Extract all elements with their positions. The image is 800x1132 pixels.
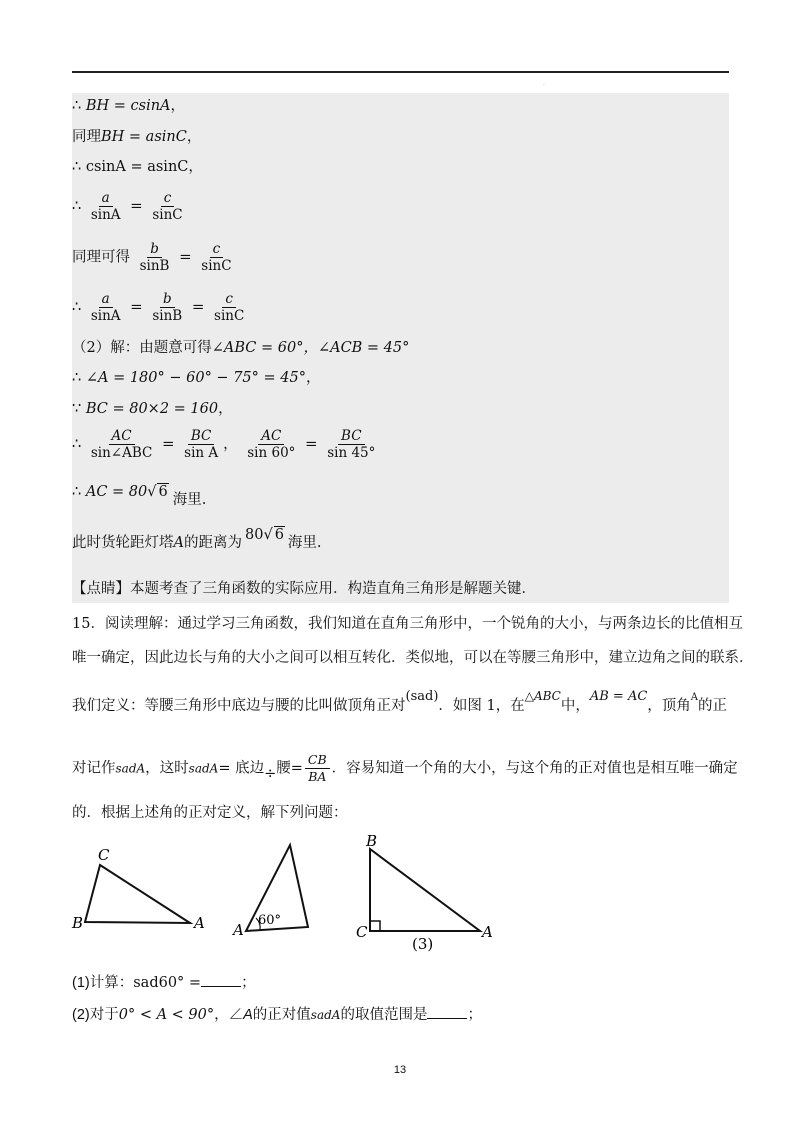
- fig3-caption: (3): [412, 935, 434, 953]
- problem-para-4: 对记作sadA，这时sadA= 底边÷腰= $\frac{CB}{BA}$ ．容易知道一个角的大小，与这个角的正对值也是相互唯一确定: [72, 752, 738, 784]
- header-rule: [72, 71, 729, 73]
- fig2-angle-label: 60°: [258, 913, 282, 928]
- fig1-label-C: C: [98, 846, 110, 864]
- figure-1: [71, 846, 205, 932]
- solution-line-4: ∴ $\frac{a}{\sin A}$ = $\frac{c}{\sin C}$: [72, 190, 188, 223]
- figure-2: [231, 845, 308, 939]
- problem-para-2: 唯一确定，因此边长与角的大小之间可以相互转化．类似地，可以在等腰三角形中，建立边角之间的联系．: [72, 650, 754, 666]
- solution-line-10: ∴ $\frac{AC}{\text{sin∠ABC}}$ = $\frac{BC}{\text{sin A}}$ ， $\frac{AC}{\sin 60^\circ}$ = $\frac{BC}{\sin 45^\circ}$: [72, 428, 380, 461]
- fraction: $\frac{c}{\sin C}$: [152, 190, 183, 223]
- fig3-label-A: A: [482, 923, 493, 941]
- solution-line-3: ∴ csinA = asinC，: [72, 159, 203, 175]
- fraction: $\frac{b}{\sin B}$: [139, 241, 170, 274]
- fraction: $\frac{a}{\sin A}$: [90, 190, 121, 223]
- solution-line-11: ∴ AC = 80√ 6 海里.: [72, 484, 207, 508]
- question-2: (2)对于0° < A < 90°，∠A的正对值sadA的取值范围是 ；: [72, 1003, 482, 1024]
- page-number: 13: [393, 1064, 407, 1076]
- fig1-label-B: B: [72, 914, 84, 932]
- key-insight: 【点睛】本题考查了三角函数的实际应用．构造直角三角形是解题关键．: [72, 581, 536, 597]
- solution-line-1: ∴ BH = csinA，: [72, 98, 186, 114]
- solution-line-8: ∴ ∠A = 180° − 60° − 75° = 45°，: [72, 370, 321, 386]
- fraction: $\frac{AC}{\sin 60^\circ}$: [247, 428, 296, 461]
- fraction: $\frac{a}{\sin A}$: [90, 291, 121, 324]
- solution-line-2: 同理BH = asinC，: [72, 129, 202, 145]
- fraction: $\frac{BC}{\sin 45^\circ}$: [327, 428, 376, 461]
- problem-para-1: 15．阅读理解：通过学习三角函数，我们知道在直角三角形中，一个锐角的大小，与两条边长的比值相互: [72, 616, 743, 632]
- fraction: $\frac{b}{\sin B}$: [152, 291, 183, 324]
- fraction: $\frac{AC}{\text{sin∠ABC}}$: [90, 428, 153, 461]
- fig1-label-A: A: [194, 914, 205, 932]
- solution-line-5: 同理可得 $\frac{b}{\sin B}$ = $\frac{c}{\sin C}$: [72, 241, 237, 274]
- fig3-label-B: B: [366, 835, 378, 850]
- fraction: $\frac{BC}{\text{sin A}}$: [184, 428, 219, 461]
- problem-para-5: 的．根据上述角的正对定义，解下列问题：: [72, 805, 348, 821]
- triangle-figures: [60, 835, 520, 960]
- question-1: (1)计算：sad60° = ；: [72, 971, 256, 992]
- solution-line-12: 此时货轮距灯塔A的距离为 80√ 6 海里.: [72, 527, 322, 551]
- fraction: $\frac{CB}{BA}$: [305, 752, 330, 785]
- answer-blank[interactable]: [201, 972, 241, 987]
- fraction: $\frac{c}{\sin C}$: [201, 241, 232, 274]
- fraction: $\frac{c}{\sin C}$: [214, 291, 245, 324]
- header-mark: ·: [543, 82, 545, 89]
- solution-line-6: ∴ $\frac{a}{\sin A}$ = $\frac{b}{\sin B}$ = $\frac{c}{\sin C}$: [72, 291, 249, 324]
- answer-blank[interactable]: [427, 1004, 467, 1019]
- fig3-label-C: C: [356, 923, 368, 941]
- problem-para-3: 我们定义：等腰三角形中底边与腰的比叫做顶角正对(sad)．如图 1，在$^{\triangle ABC}$中，AB = AC，顶角$^A$的正: [72, 689, 728, 714]
- solution-line-7: （2）解：由题意可得∠ABC = 60°，∠ACB = 45°: [72, 340, 410, 356]
- fig2-label-A: A: [233, 921, 244, 939]
- solution-line-9: ∵ BC = 80×2 = 160，: [72, 401, 233, 417]
- figure-3: [356, 835, 493, 953]
